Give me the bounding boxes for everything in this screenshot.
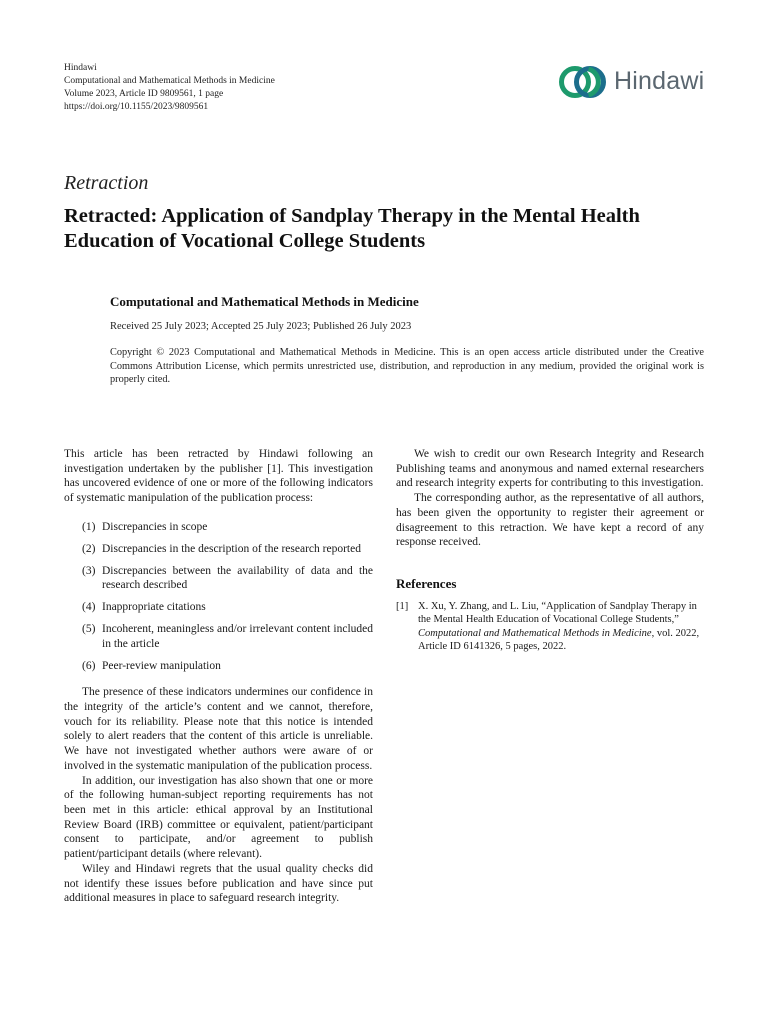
hindawi-logo [556, 62, 716, 102]
intro-paragraph: This article has been retracted by Hindawi following an investigation undertaken by the publisher [1]. This investigation has uncovered evidence of one or more of the following indicators of systematic manipulation of the publication process: [64, 448, 373, 505]
list-item-text: Incoherent, meaningless and/or irrelevant content included in the article [102, 623, 373, 650]
left-column [64, 447, 373, 906]
list-item [64, 520, 373, 535]
list-item [64, 542, 373, 557]
presence-paragraph: The presence of these indicators undermines our confidence in the integrity of the article’s content and we cannot, therefore, vouch for its reliability. Please note that this notice is intended solely to alert readers that the content of this article is unreliable. We have not investigated whether authors were aware of or involved in the systematic manipulation of the publication process. [64, 686, 373, 772]
references-heading: References [396, 575, 457, 591]
hindawi-rings-icon [556, 62, 610, 102]
reference-number: [1] [396, 600, 409, 612]
publisher-name: Hindawi [64, 63, 97, 73]
list-item-number: (2) [82, 542, 96, 555]
reference-source: Computational and Mathematical Methods in Medicine [418, 627, 652, 639]
article-meta [64, 62, 275, 114]
logo-text: Hindawi [614, 67, 705, 95]
list-item-number: (4) [82, 601, 96, 614]
doi-link[interactable]: https://doi.org/10.1155/2023/9809561 [64, 102, 209, 112]
indicator-list [64, 520, 373, 674]
list-item [64, 600, 373, 615]
list-item-number: (1) [82, 520, 96, 533]
list-item-number: (3) [82, 564, 96, 577]
author-paragraph: The corresponding author, as the representative of all authors, has been given the opportunity to register their agreement or disagreement to this retraction. We have kept a record of any response received. [396, 492, 704, 549]
copyright-notice: Copyright © 2023 Computational and Mathematical Methods in Medicine. This is an open access article distributed under the Creative Commons Attribution License, which permits unrestricted use, distribution, and reproduction in any medium, provided the original work is properly cited. [110, 347, 704, 385]
journal-name: Computational and Mathematical Methods in Medicine [110, 294, 419, 309]
list-item-text: Discrepancies between the availability of data and the research described [102, 564, 373, 592]
right-column [396, 447, 704, 654]
list-item-text: Peer-review manipulation [102, 659, 221, 672]
list-item-number: (6) [82, 659, 96, 672]
list-item-text: Discrepancies in scope [102, 520, 208, 533]
list-item [64, 622, 373, 651]
article-title: Retracted: Application of Sandplay Therapy in the Mental Health Education of Vocational College Students [64, 205, 640, 252]
journal-line: Computational and Mathematical Methods in Medicine [64, 76, 275, 86]
credit-paragraph: We wish to credit our own Research Integrity and Research Publishing teams and anonymous and named external researchers and research integrity experts for contributing to this investigation. [396, 448, 704, 490]
reference-item [396, 600, 704, 654]
list-item-number: (5) [82, 623, 96, 636]
regret-paragraph: Wiley and Hindawi regrets that the usual quality checks did not identify these issues before publication and have since put additional measures in place to safeguard research integrity. [64, 862, 373, 905]
reference-tail: , vol. 2022, Article ID 6141326, 5 pages, 2022. [418, 627, 700, 653]
publication-dates: Received 25 July 2023; Accepted 25 July 2023; Published 26 July 2023 [110, 321, 412, 332]
list-item [64, 564, 373, 593]
addition-paragraph: In addition, our investigation has also shown that one or more of the following human-subject reporting requirements has not been met in this article: ethical approval by an Institutional Review Board (IRB) committee or equivalent, patient/participant consent to participate, and/or agreement to publish patient/participant details (where relevant). [64, 774, 373, 861]
volume-line: Volume 2023, Article ID 9809561, 1 page [64, 89, 224, 99]
list-item [64, 659, 373, 674]
list-item-text: Inappropriate citations [102, 601, 206, 614]
list-item-text: Discrepancies in the description of the research reported [102, 542, 361, 555]
reference-lead: X. Xu, Y. Zhang, and L. Liu, “Application of Sandplay Therapy in the Mental Health Education of Vocational College Students,” [418, 600, 697, 626]
section-label: Retraction [64, 172, 149, 194]
